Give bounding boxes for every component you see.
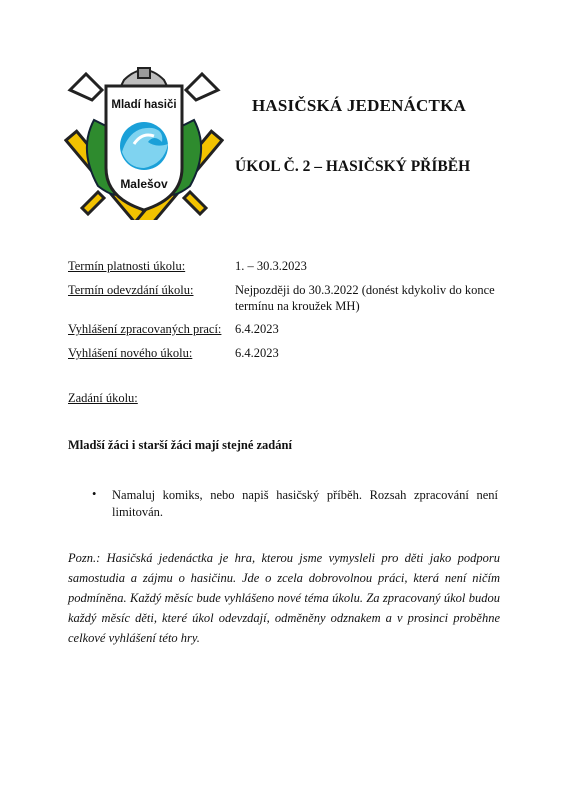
info-value-submission: Nejpozději do 30.3.2022 (donést kdykoliv do konce termínu na kroužek MH) (235, 283, 495, 313)
info-label-results: Vyhlášení zpracovaných prací: (68, 322, 222, 336)
bullet-icon: • (92, 487, 97, 501)
info-value-new-task: 6.4.2023 (235, 346, 279, 360)
mladi-hasici-logo (64, 60, 224, 220)
assignment-bullet: Namaluj komiks, nebo napiš hasičský příběh. Rozsah zpracování není limitován. (112, 488, 498, 519)
logo-bottom-text: Malešov (120, 177, 168, 191)
page-title: HASIČSKÁ JEDENÁCTKA (252, 96, 466, 115)
info-value-results: 6.4.2023 (235, 322, 279, 336)
info-label-submission: Termín odevzdání úkolu: (68, 283, 194, 297)
info-label-validity: Termín platnosti úkolu: (68, 259, 186, 273)
logo-top-text: Mladí hasiči (111, 99, 177, 111)
note-paragraph: Pozn.: Hasičská jedenáctka je hra, kterou jsme vymysleli pro děti jako podporu samostudia a zájmu o hasičinu. Jde o zcela dobrovolnou práci, která není ničím podmíněna. Každý měsíc bude vyhlášeno nové téma úkolu. Za zpracovaný úkol budou každý měsíc děti, které úkol odevzdají, odměněny odznakem a v prosinci proběhne celkové vyhlášení této hry. (68, 551, 500, 645)
assignment-heading: Mladší žáci i starší žáci mají stejné zadání (68, 438, 292, 452)
info-label-new-task: Vyhlášení nového úkolu: (68, 346, 193, 360)
page-subtitle: ÚKOL Č. 2 – HASIČSKÝ PŘÍBĚH (235, 158, 471, 175)
wave-icon (120, 122, 168, 170)
assignment-label: Zadání úkolu: (68, 391, 138, 405)
info-value-validity: 1. – 30.3.2023 (235, 259, 307, 273)
